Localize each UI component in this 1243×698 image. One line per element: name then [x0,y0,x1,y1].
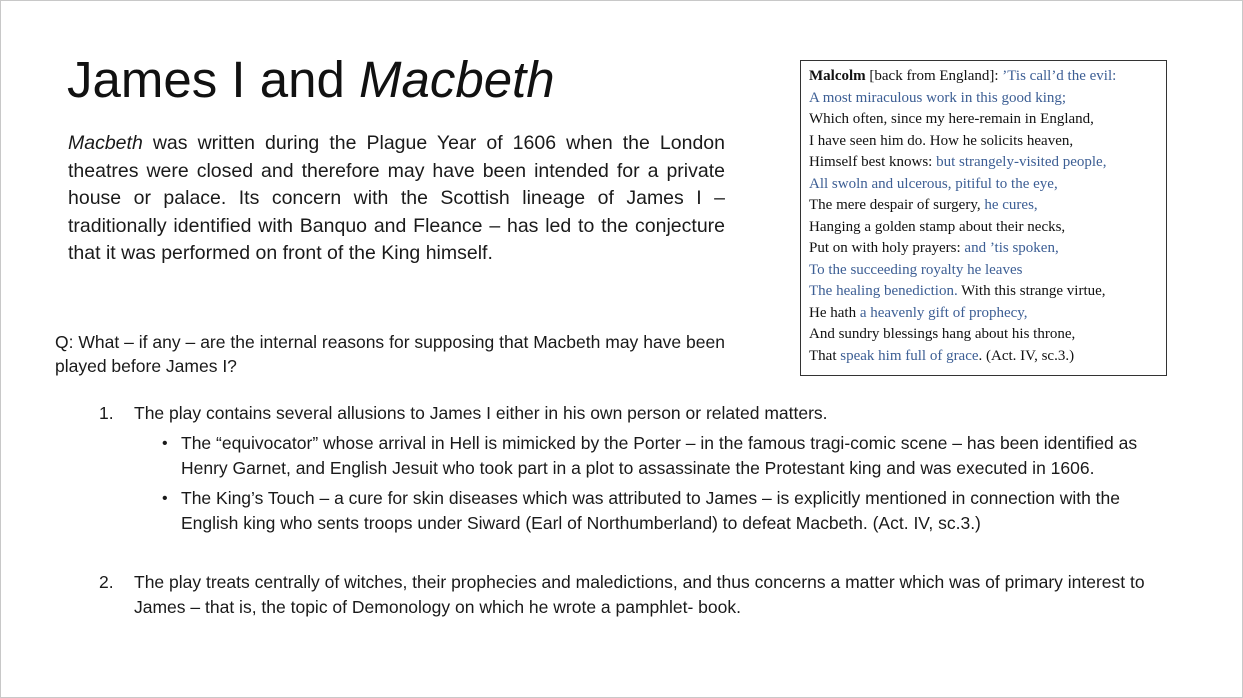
quote-text: I have seen him do. How he solicits heaven, [809,132,1074,149]
quote-line [809,66,1160,88]
intro-paragraph [68,130,725,268]
bullet-text: The King’s Touch – a cure for skin diseases which was attributed to James – is explicitly mentioned in connection with the English king who sents troops under Siward (Earl of Northumberland) to defeat Macbeth. (Act. IV, sc.3.) [181,488,1121,533]
quote-highlight: A most miraculous work in this good king; [809,89,1067,106]
quote-line [809,281,1160,303]
quote-text: Himself best knows: [809,154,937,170]
title-plain: James I and [67,51,359,108]
quote-text: He hath [809,304,860,321]
point-number: 2. [99,572,114,592]
quote-line [809,303,1160,325]
quote-line [809,88,1160,110]
quote-text: Hanging a golden stamp about their necks, [809,218,1066,235]
bullet-list [134,431,1169,536]
quote-text: Put on with holy prayers: [809,240,965,256]
quote-highlight: he cures, [984,197,1038,213]
points-list [99,401,1169,620]
quote-line [809,152,1160,174]
quote-line [809,217,1160,239]
bullet-dot-icon: • [162,435,168,452]
question-text: Q: What – if any – are the internal reasons for supposing that Macbeth may have been played before James I? [55,332,725,376]
quote-highlight: The healing benediction. [809,283,958,299]
intro-italic: Macbeth [68,132,143,154]
numbered-point [99,570,1169,620]
intro-text: was written during the Plague Year of 1606 when the London theatres were closed and therefore may have been intended for a private house or palace. Its concern with the Scottish lineage of James I – traditionally identified with Banquo and Fleance – has led to the conjecture that it was performed on front of the King himself. [68,132,725,265]
point-text: The play treats centrally of witches, their prophecies and maledictions, and thus concerns a matter which was of primary interest to James – that is, the topic of Demonology on which he wrote a pamphlet- book. [134,572,1145,617]
quote-text: With this strange virtue, [957,283,1106,299]
bullet-item [134,486,1169,536]
quote-line [809,131,1160,153]
quote-line [809,346,1160,368]
slide-title [67,47,555,113]
quote-text: . (Act. IV, sc.3.) [978,347,1075,364]
quote-highlight: and ’tis spoken, [964,240,1059,256]
point-text: The play contains several allusions to James I either in his own person or related matters. [134,403,828,423]
quote-highlight: a heavenly gift of prophecy, [859,304,1028,321]
quote-text: Which often, since my here-remain in England, [809,111,1094,127]
quote-text: The mere despair of surgery, [809,197,985,213]
quote-text: [back from England]: [865,68,1003,84]
title-italic: Macbeth [358,51,555,108]
quote-text: And sundry blessings hang about his throne, [809,326,1076,342]
quote-text: That [809,347,841,364]
bullet-dot-icon: • [162,490,168,507]
quote-line [809,238,1160,260]
quote-line [809,174,1160,196]
quote-line [809,324,1160,346]
bullet-item [134,431,1169,481]
quote-highlight: but strangely-visited people, [936,154,1107,170]
quote-highlight: To the succeeding royalty he leaves [809,261,1023,278]
bullet-text: The “equivocator” whose arrival in Hell is mimicked by the Porter – in the famous tragi-comic scene – has been identified as Henry Garnet, and English Jesuit who took part in a plot to assassinate the Protestant king and was executed in 1606. [181,433,1138,478]
quote-line [809,109,1160,131]
quote-highlight: ’Tis call’d the evil: [1002,68,1117,84]
quote-line [809,195,1160,217]
quote-highlight: speak him full of grace [840,347,979,364]
quote-box [800,60,1167,376]
numbered-point [99,401,1169,536]
quote-highlight: All swoln and ulcerous, pitiful to the eye, [809,175,1058,192]
quote-speaker: Malcolm [809,68,866,84]
point-number: 1. [99,403,114,423]
quote-line [809,260,1160,282]
